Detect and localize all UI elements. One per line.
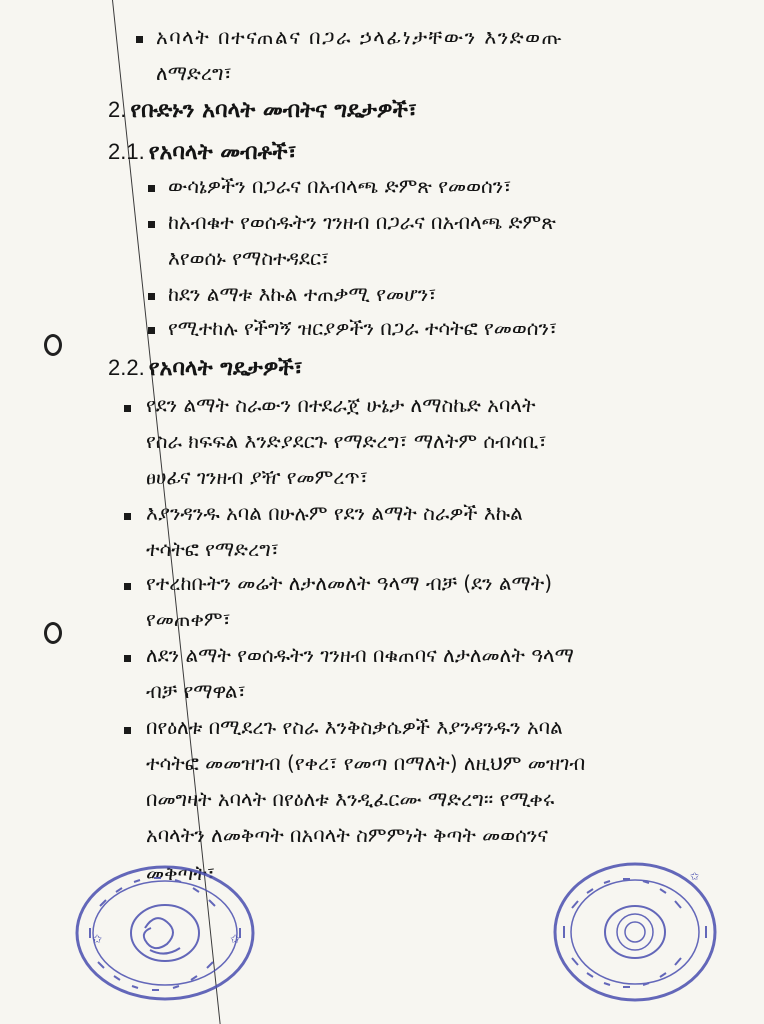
- list-item-continuation: መቅጣት፣: [146, 861, 216, 885]
- section-number: 2.: [108, 97, 127, 122]
- bullet: [148, 293, 155, 300]
- bullet: [136, 36, 143, 43]
- bullet: [124, 513, 131, 520]
- svg-text:✩: ✩: [92, 932, 103, 946]
- list-item: ከአብቁተ የወሰዱትን ገንዘብ በጋራና በአብላጫ ድምጽ: [168, 210, 556, 234]
- list-item: የደን ልማት ስራውን በተደራጀ ሁኔታ ለማስኬድ አባላት: [146, 393, 536, 417]
- list-item-continuation: እየወሰኑ የማስተዳደር፣: [168, 246, 330, 270]
- subsection-heading: [108, 354, 303, 383]
- list-item-continuation: ተሳትፎ መመዝገብ (የቀረ፣ የመጣ በማለት) ለዚህም መዝገብ: [146, 751, 586, 775]
- section-title: የአባላት መብቶች፣: [148, 140, 297, 165]
- list-item: የሚተከሉ የችግኝ ዝርያዎችን በጋራ ተሳትፎ የመወሰን፣: [168, 316, 558, 340]
- bullet: [148, 327, 155, 334]
- section-number: 2.1.: [108, 139, 145, 164]
- list-item-continuation: ፀሀፊና ገንዘብ ያዥ የመምረጥ፣: [146, 465, 368, 489]
- bullet: [148, 185, 155, 192]
- list-item-continuation: የስራ ክፍፍል እንድያደርጉ የማድረግ፣ ማለትም ሰብሳቢ፣: [146, 429, 547, 453]
- list-item-continuation: ተሳትፎ የማድረግ፣: [146, 537, 279, 561]
- bullet: [148, 221, 155, 228]
- official-stamp-right: [550, 858, 720, 1006]
- subsection-heading: [108, 138, 297, 167]
- list-item: ውሳኔዎችን በጋራና በአብላጫ ድምጽ የመወሰን፣: [168, 174, 512, 198]
- bullet: [124, 583, 131, 590]
- text-line: ለማድረግ፣: [156, 61, 232, 85]
- section-number: 2.2.: [108, 355, 145, 380]
- list-item: ለደን ልማት የወሰዱትን ገንዘብ በቁጠባና ለታለመለት ዓላማ: [146, 643, 574, 667]
- svg-text:✩: ✩: [230, 932, 241, 946]
- bullet: [124, 405, 131, 412]
- list-item-continuation: በመግዛት አባላት በየዕለቱ እንዲፈርሙ ማድረግ፡፡ የሚቀሩ: [146, 787, 555, 811]
- text-line: አባላት በተናጠልና በጋራ ኃላፊነታቸውን እንድወጡ: [156, 25, 564, 49]
- section-title: የቡድኑን አባላት መብትና ግዴታዎች፣: [130, 98, 417, 123]
- list-item-continuation: አባላትን ለመቅጣት በአባላት ስምምነት ቅጣት መወሰንና: [146, 823, 548, 847]
- section-title: የአባላት ግዴታዎች፣: [148, 356, 303, 381]
- bullet: [124, 655, 131, 662]
- official-stamp-left: [70, 858, 260, 1008]
- list-item: የተረከቡትን መሬት ለታለመለት ዓላማ ብቻ (ደን ልማት): [146, 571, 553, 595]
- section-heading: [108, 96, 417, 125]
- bullet: [124, 727, 131, 734]
- svg-text:✩: ✩: [690, 870, 700, 883]
- list-item: በየዕለቱ በሚደረጉ የስራ እንቅስቃሴዎች እያንዳንዱን አባል: [146, 715, 563, 739]
- list-item-continuation: የመጠቀም፣: [146, 607, 231, 631]
- list-item: ከደን ልማቱ እኩል ተጠቃሚ የመሆን፣: [168, 282, 437, 306]
- list-item: እያንዳንዱ አባል በሁሉም የደን ልማት ስራዎች እኩል: [146, 501, 523, 525]
- list-item-continuation: ብቻ የማዋል፣: [146, 679, 246, 703]
